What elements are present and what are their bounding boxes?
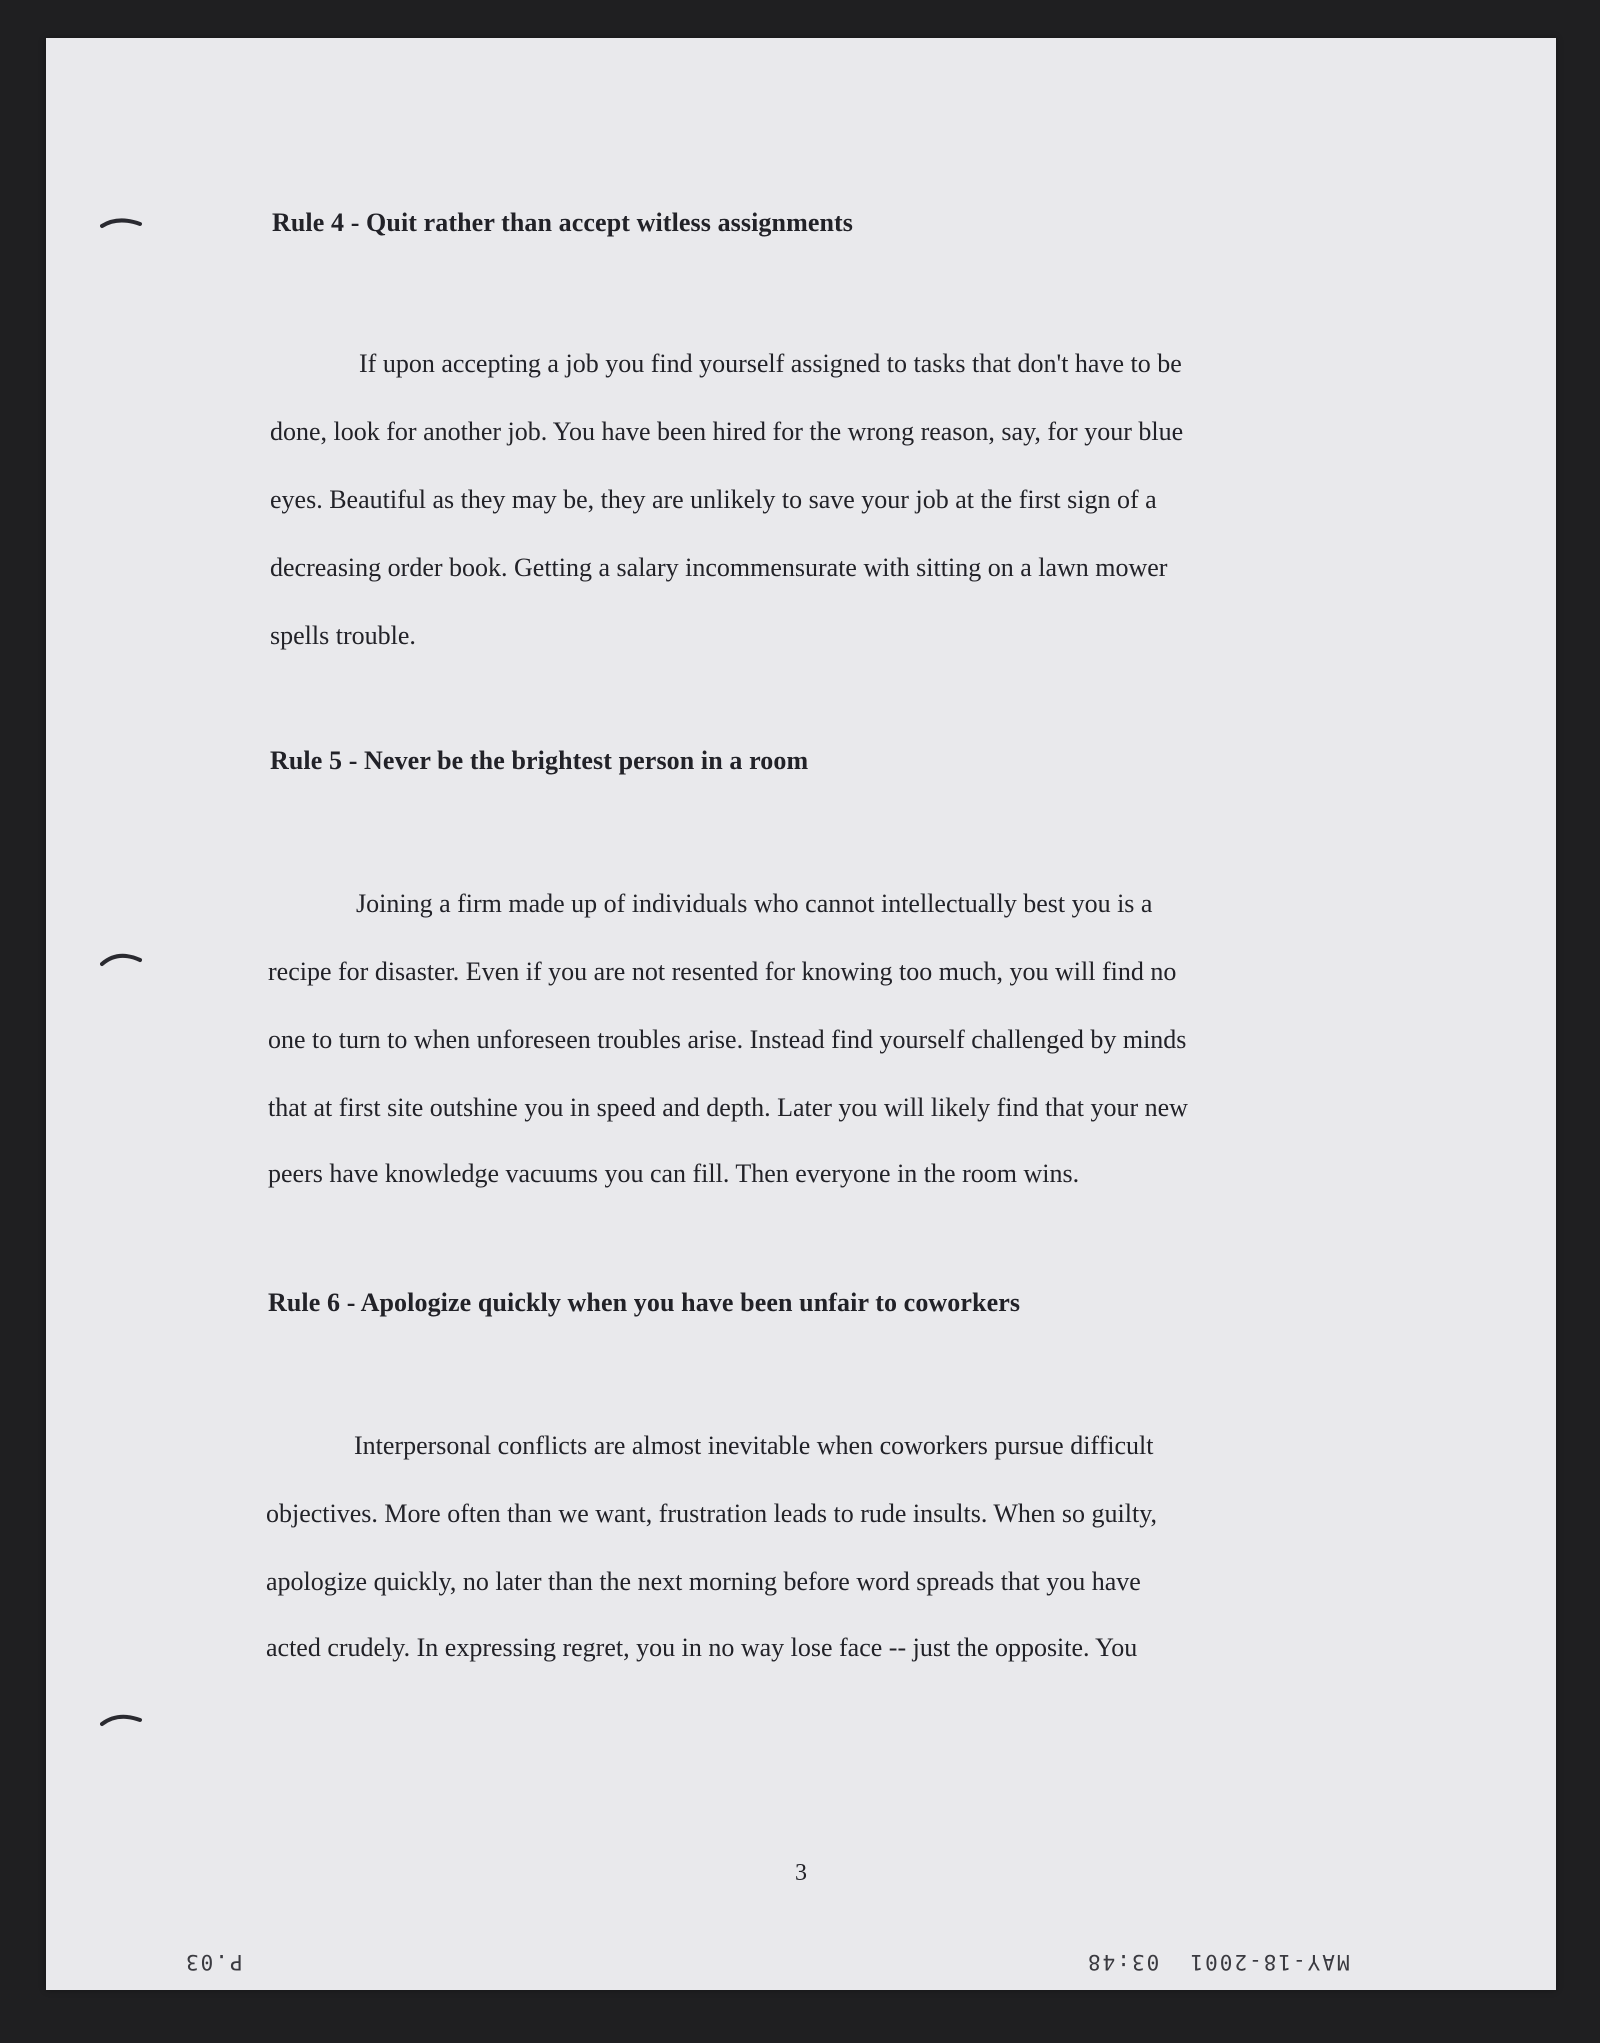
punch-mark-icon — [100, 950, 146, 968]
paragraph-line: eyes. Beautiful as they may be, they are unlikely to save your job at the first sign of a — [270, 485, 1157, 514]
section-heading: Rule 4 - Quit rather than accept witless assignments — [272, 208, 854, 237]
paragraph-line: peers have knowledge vacuums you can fill. Then everyone in the room wins. — [268, 1159, 1080, 1188]
paragraph-line: objectives. More often than we want, frustration leads to rude insults. When so guilty, — [266, 1499, 1158, 1528]
paragraph-line: If upon accepting a job you find yourself assigned to tasks that don't have to be — [359, 349, 1182, 378]
section-heading: Rule 6 - Apologize quickly when you have been unfair to coworkers — [268, 1288, 1021, 1317]
paragraph-line: decreasing order book. Getting a salary incommensurate with sitting on a lawn mower — [270, 553, 1168, 582]
paragraph-line: Interpersonal conflicts are almost inevitable when coworkers pursue difficult — [354, 1431, 1154, 1460]
fax-page-indicator: P.03 — [184, 1950, 243, 1974]
paragraph-line: that at first site outshine you in speed and depth. Later you will likely find that your new — [268, 1093, 1188, 1122]
paragraph-line: acted crudely. In expressing regret, you in no way lose face -- just the opposite. You — [266, 1633, 1138, 1662]
page-number: 3 — [795, 1860, 807, 1886]
paragraph-line: spells trouble. — [270, 621, 416, 650]
punch-mark-icon — [100, 1710, 146, 1728]
paragraph-line: recipe for disaster. Even if you are not resented for knowing too much, you will find no — [268, 957, 1177, 986]
punch-mark-icon — [100, 214, 146, 232]
fax-timestamp: MAY-18-2001 03:48 — [1086, 1950, 1350, 1974]
paragraph-line: Joining a firm made up of individuals who cannot intellectually best you is a — [356, 889, 1153, 918]
paragraph-line: apologize quickly, no later than the next morning before word spreads that you have — [266, 1567, 1141, 1596]
paragraph-line: done, look for another job. You have been hired for the wrong reason, say, for your blue — [270, 417, 1184, 446]
section-heading: Rule 5 - Never be the brightest person in a room — [270, 746, 809, 775]
paragraph-line: one to turn to when unforeseen troubles arise. Instead find yourself challenged by minds — [268, 1025, 1187, 1054]
